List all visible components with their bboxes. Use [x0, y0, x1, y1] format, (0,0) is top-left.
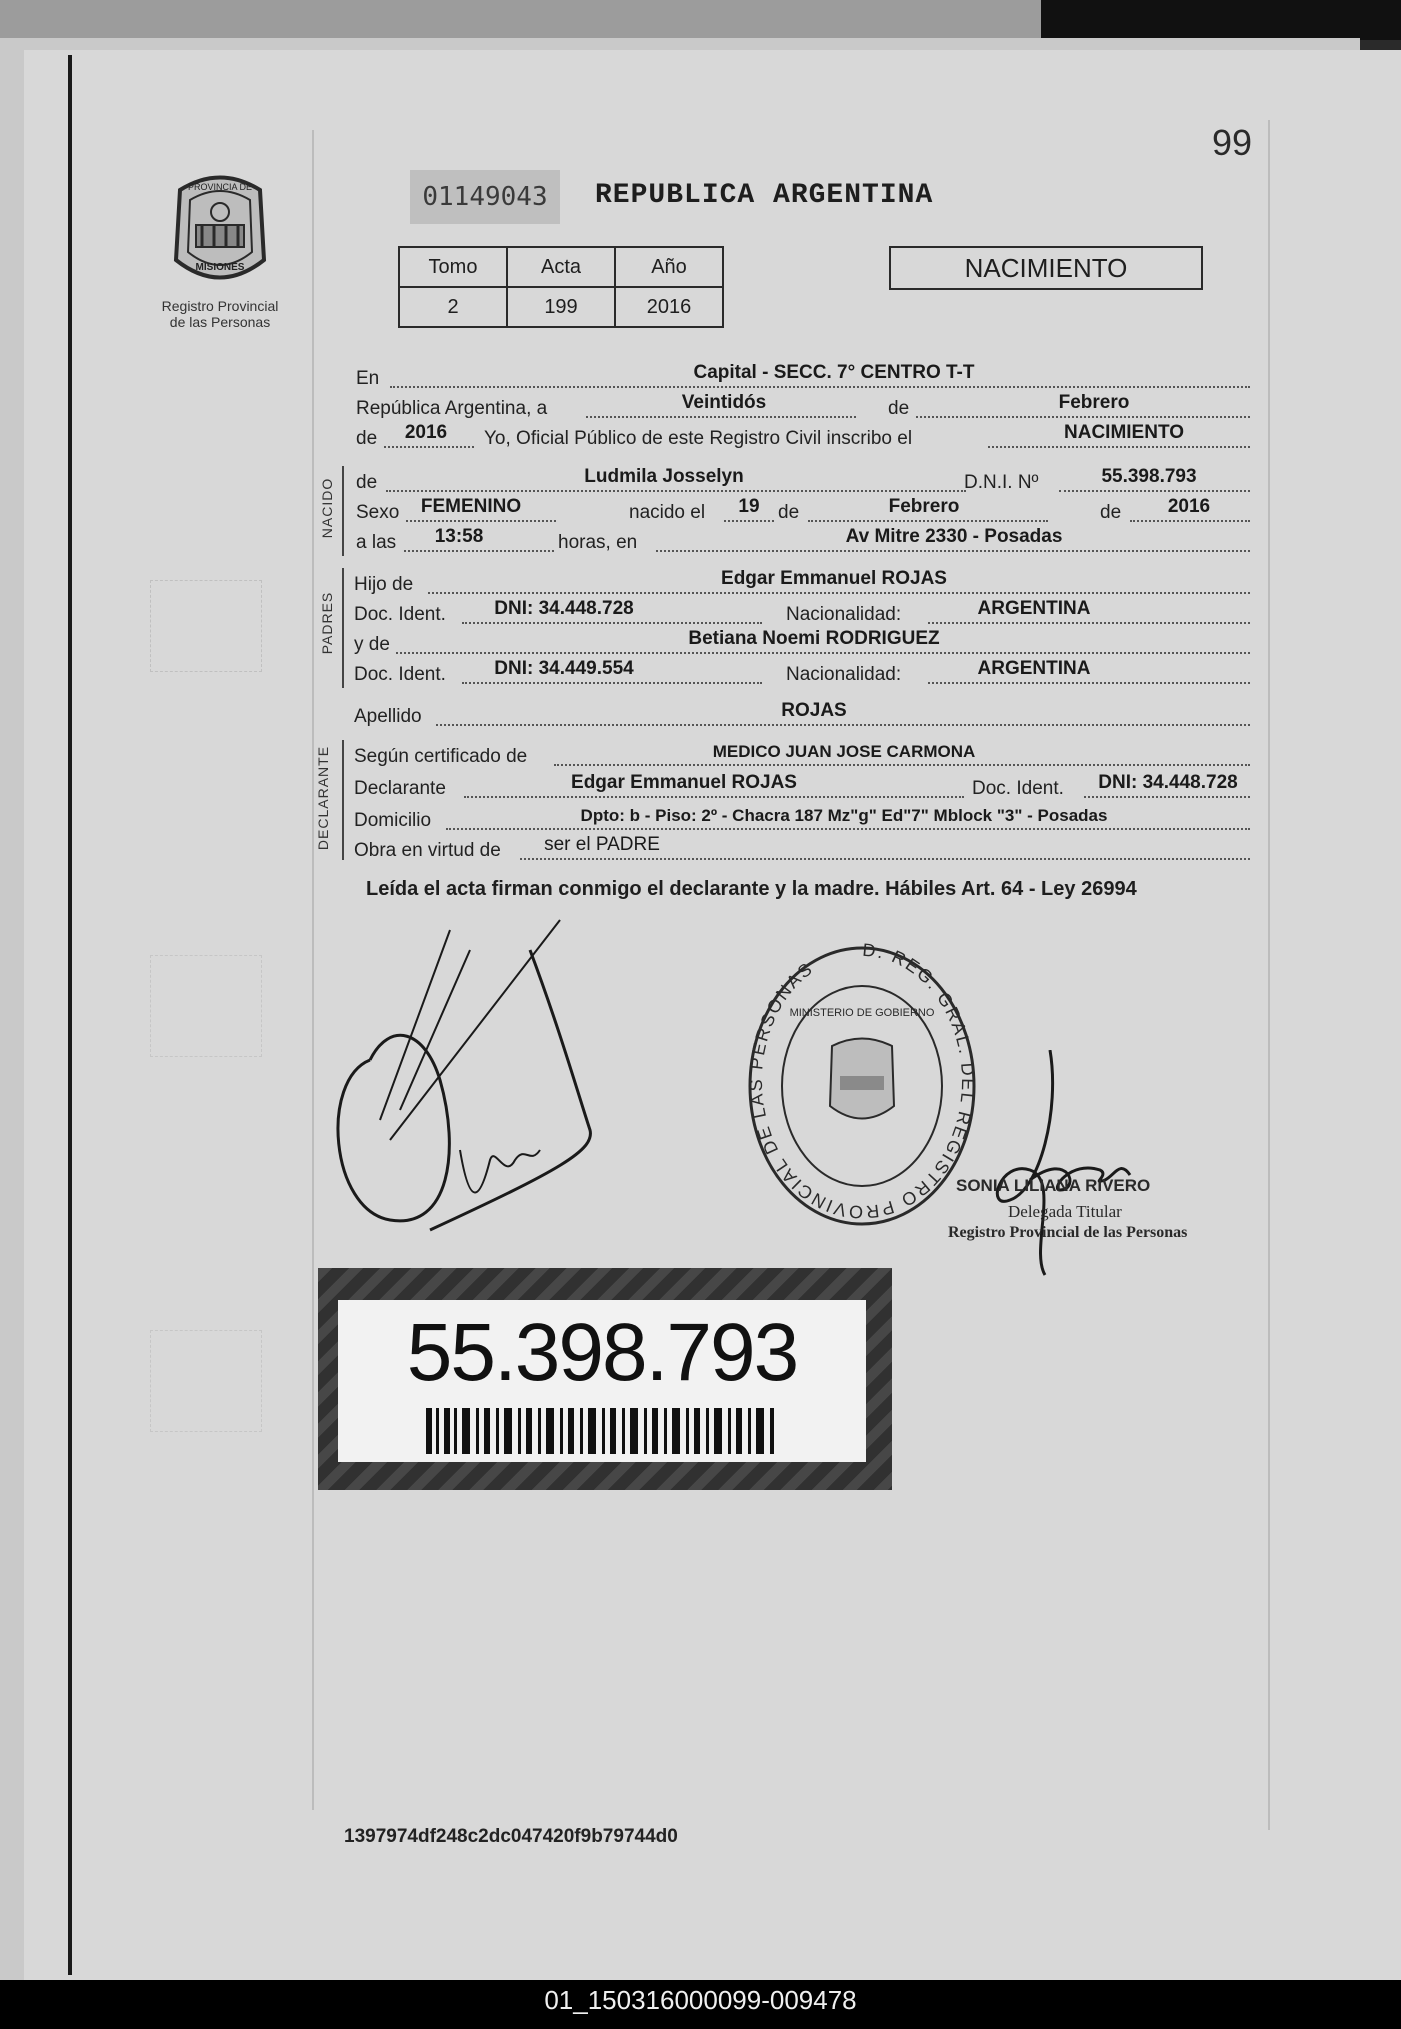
lugar-value: Av Mitre 2330 - Posadas: [845, 526, 1063, 547]
record-box: [398, 246, 724, 328]
de-label-3: de: [1100, 502, 1122, 523]
madre-doc: DNI: 34.449.554: [494, 658, 634, 679]
bleed-through-mark: [150, 1330, 262, 1432]
certificado-label: Según certificado de: [354, 746, 528, 767]
nacido-el-label: nacido el: [629, 502, 706, 523]
logo-caption-line2: de las Personas: [169, 314, 271, 330]
nacionalidad-label: Nacionalidad:: [786, 664, 902, 685]
page-number: 99: [1212, 122, 1253, 163]
row-padre-doc: [354, 598, 1254, 628]
horas-en-label: horas, en: [558, 532, 638, 553]
row-certificado: [354, 740, 1254, 770]
barcode-icon: [426, 1408, 776, 1454]
anio-value: 2016: [1167, 496, 1211, 517]
apellido-label: Apellido: [354, 706, 422, 727]
dni-number: 55.398.793: [406, 1307, 798, 1398]
seal-top-text: PROVINCIA DE: [187, 182, 253, 192]
year-prefix: de: [356, 428, 378, 449]
row-hora: [354, 526, 1254, 556]
bleed-through-mark: [150, 580, 262, 672]
declarante-signature: [330, 910, 600, 1240]
declarante-label: Declarante: [354, 778, 446, 799]
nacionalidad-label: Nacionalidad:: [786, 604, 902, 625]
obra-value: ser el PADRE: [544, 834, 660, 855]
row-sexo: [354, 496, 1254, 526]
bleed-through-mark: [150, 955, 262, 1057]
hijo-label: Hijo de: [354, 574, 414, 595]
official-name: SONIA LILIANA RIVERO: [956, 1176, 1151, 1195]
de-label: de: [356, 472, 378, 493]
row-fecha: [354, 392, 1254, 422]
closing-text: Leída el acta firman conmigo el declarante y la madre. Hábiles Art. 64 - Ley 26994: [366, 878, 1137, 900]
oficial-text: Yo, Oficial Público de este Registro Civil inscribo el: [484, 428, 913, 449]
madre-value: Betiana Noemi RODRIGUEZ: [688, 628, 940, 649]
obra-label: Obra en virtud de: [354, 840, 501, 861]
padre-nac: ARGENTINA: [977, 598, 1091, 619]
row-declarante: [354, 772, 1254, 802]
de-label-2: de: [778, 502, 800, 523]
row-domicilio: [354, 804, 1254, 834]
footer-id: 01_150316000099-009478: [544, 1985, 857, 2015]
row-madre-doc: [354, 658, 1254, 688]
provincial-coat-of-arms-icon: [160, 170, 280, 300]
dni-barcode-label: [318, 1268, 892, 1490]
inscribo-value: NACIMIENTO: [1064, 422, 1184, 443]
seal-inner-text: MINISTERIO DE GOBIERNO: [789, 1007, 935, 1019]
right-margin-line: [1268, 120, 1270, 1830]
row-nombre: [354, 466, 1254, 496]
official-seal-stamp: [742, 936, 982, 1236]
doc-label: Doc. Ident.: [354, 664, 446, 685]
official-org: Registro Provincial de las Personas: [948, 1224, 1188, 1241]
book-binding: [68, 55, 72, 1975]
month-value: Febrero: [1058, 392, 1130, 413]
dni-value: 55.398.793: [1101, 466, 1197, 487]
declarante-section-label: DECLARANTE: [315, 745, 331, 851]
domicilio-value: Dpto: b - Piso: 2º - Chacra 187 Mz"g" Ed"7" Mblock "3" - Posadas: [580, 806, 1108, 825]
de-label: de: [888, 398, 910, 419]
top-page-strip: [0, 0, 1401, 40]
padre-doc: DNI: 34.448.728: [494, 598, 634, 619]
official-signature: [990, 1050, 1150, 1280]
sexo-value: FEMENINO: [420, 496, 522, 517]
certificado-value: MEDICO JUAN JOSE CARMONA: [712, 742, 976, 761]
hora-value: 13:58: [434, 526, 484, 547]
row-madre: [354, 628, 1254, 658]
acta-header: Acta: [507, 247, 615, 287]
row-apellido: [354, 700, 1254, 730]
domicilio-label: Domicilio: [354, 810, 432, 831]
row-obra: [354, 834, 1254, 864]
margin-line: [312, 130, 314, 1810]
row-padre: [354, 568, 1254, 598]
document-hash: 1397974df248c2dc047420f9b79744d0: [344, 1826, 678, 1847]
seal-bottom-text: MISIONES: [195, 262, 245, 273]
anio-header: Año: [615, 247, 723, 287]
padres-section-label: PADRES: [319, 591, 335, 655]
name-value: Ludmila Josselyn: [584, 466, 744, 487]
acta-value: 199: [507, 287, 615, 327]
official-title: Delegada Titular: [1008, 1202, 1122, 1221]
year-value: 2016: [404, 422, 448, 443]
sexo-label: Sexo: [356, 502, 400, 523]
declarante-doc: DNI: 34.448.728: [1098, 772, 1238, 793]
tomo-value: 2: [399, 287, 507, 327]
apellido-value: ROJAS: [781, 700, 847, 721]
en-value: Capital - SECC. 7° CENTRO T-T: [693, 362, 975, 383]
dia-value: 19: [738, 496, 760, 517]
country-title: REPUBLICA ARGENTINA: [595, 180, 934, 211]
nacido-section-label: NACIDO: [319, 477, 335, 539]
act-type-box: NACIMIENTO: [889, 246, 1203, 290]
y-de-label: y de: [354, 634, 390, 655]
doc-label: Doc. Ident.: [972, 778, 1064, 799]
madre-nac: ARGENTINA: [977, 658, 1091, 679]
row-anio: [354, 422, 1254, 452]
a-las-label: a las: [356, 532, 397, 553]
doc-label: Doc. Ident.: [354, 604, 446, 625]
declarante-value: Edgar Emmanuel ROJAS: [571, 772, 797, 793]
serial-number: 01149043: [410, 170, 560, 224]
row-en: [354, 362, 1254, 392]
republica-label: República Argentina, a: [356, 398, 548, 419]
mes-value: Febrero: [888, 496, 960, 517]
en-label: En: [356, 368, 380, 389]
seal-outer-text: D. REG. GRAL. DEL REGISTRO PROVINCIAL DE LAS PERSONAS: [745, 939, 979, 1223]
padre-value: Edgar Emmanuel ROJAS: [721, 568, 947, 589]
tomo-header: Tomo: [399, 247, 507, 287]
dni-label: D.N.I. Nº: [964, 472, 1039, 493]
logo-caption-line1: Registro Provincial: [161, 298, 279, 314]
anio-value: 2016: [615, 287, 723, 327]
day-value: Veintidós: [681, 392, 767, 413]
logo-caption: [140, 298, 300, 330]
